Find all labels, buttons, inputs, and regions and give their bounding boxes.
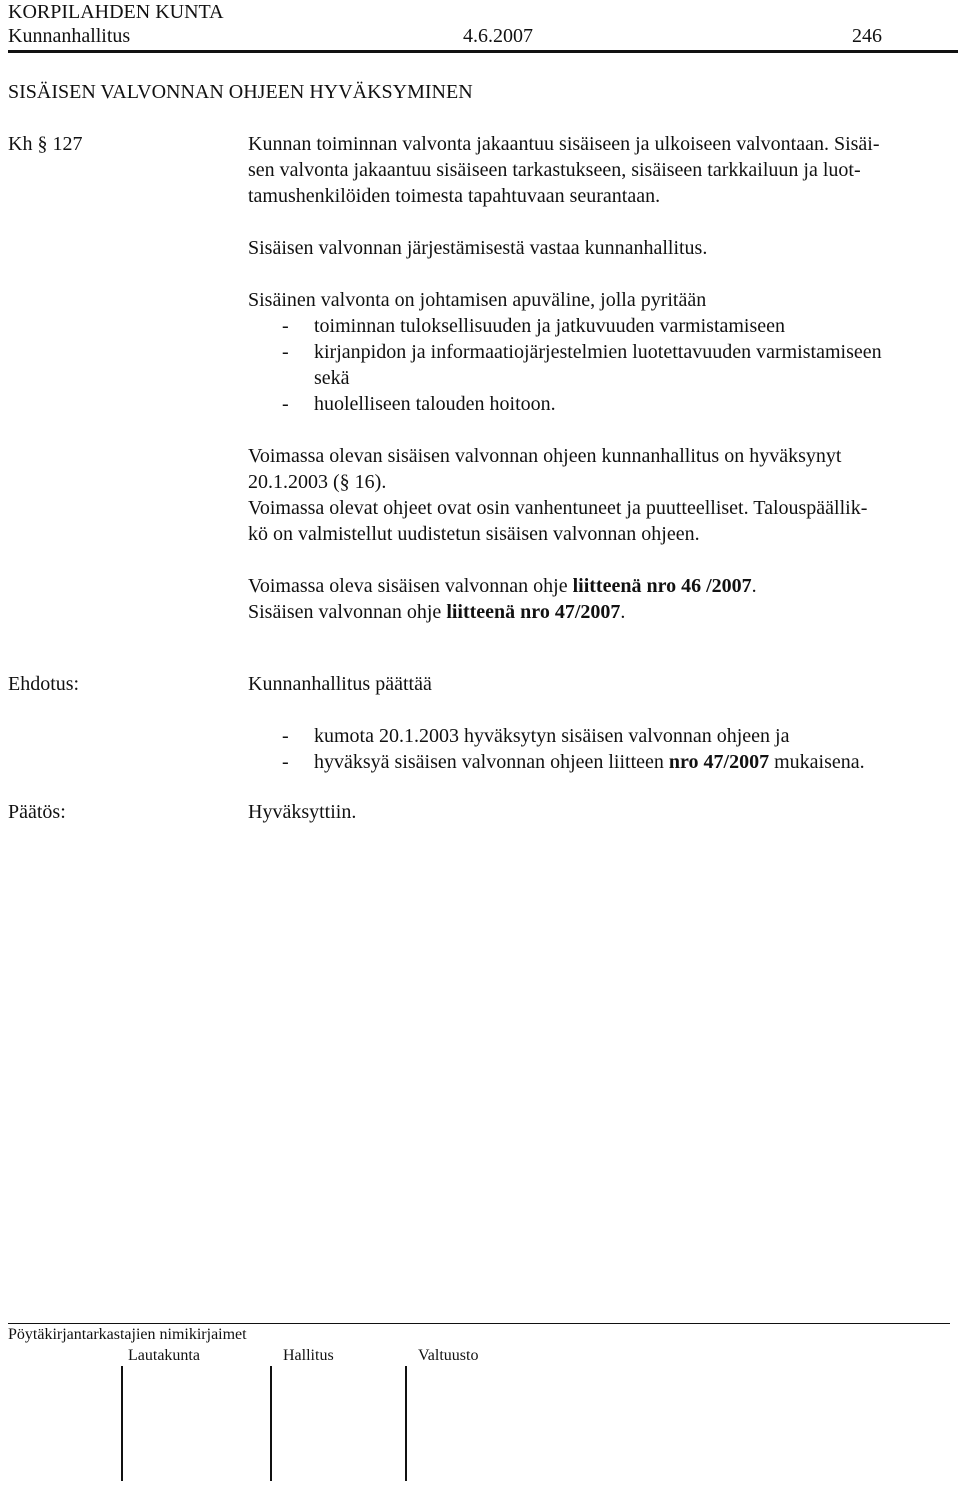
paragraph-line: Kunnan toiminnan valvonta jakaantuu sisäiseen ja ulkoiseen valvontaan. Sisäi- [248, 133, 880, 155]
attachment-text: Sisäisen valvonnan ohje [248, 601, 447, 623]
paragraph-line: Sisäisen valvonnan järjestämisestä vastaa kunnanhallitus. [248, 237, 708, 259]
list-dash: - [282, 393, 289, 415]
paragraph-line: 20.1.2003 (§ 16). [248, 471, 387, 493]
page-number: 246 [852, 25, 882, 47]
attachment-text: Voimassa oleva sisäisen valvonnan ohje [248, 575, 573, 597]
attachment-ref: liitteenä nro 46 /2007 [572, 575, 752, 597]
footer-rule [8, 1323, 950, 1324]
footer-column-valtuusto: Valtuusto [418, 1347, 479, 1364]
signature-divider [405, 1366, 407, 1481]
list-item-continuation: sekä [314, 367, 350, 389]
organization-name: KORPILAHDEN KUNTA [8, 1, 224, 23]
list-item-text: toiminnan tuloksellisuuden ja jatkuvuuden varmistamiseen [314, 315, 786, 337]
list-dash: - [282, 341, 289, 363]
paragraph-line: Voimassa olevat ohjeet ovat osin vanhentuneet ja puutteelliset. Talouspäällik- [248, 497, 868, 519]
attachment-line [248, 599, 953, 625]
footer-column-lautakunta: Lautakunta [128, 1347, 200, 1364]
decision-text: Hyväksyttiin. [248, 801, 357, 823]
list-dash: - [282, 751, 289, 773]
list-item [248, 749, 953, 775]
item-text: hyväksyä sisäisen valvonnan ohjeen liitteen [314, 751, 669, 773]
decision-content [248, 799, 953, 825]
paragraph-line: tamushenkilöiden toimesta tapahtuvaan seurantaan. [248, 185, 661, 207]
attachment-ref: liitteenä nro 47/2007 [446, 601, 621, 623]
period: . [620, 601, 626, 623]
paragraph-line: kö on valmistellut uudistetun sisäisen valvonnan ohjeen. [248, 523, 700, 545]
attachment-ref: nro 47/2007 [668, 751, 770, 773]
list-item-text: kirjanpidon ja informaatiojärjestelmien luotettavuuden varmistamiseen [314, 341, 882, 363]
period: . [751, 575, 757, 597]
attachment-line [248, 573, 953, 599]
decision-label: Päätös: [8, 801, 66, 823]
footer-column-hallitus: Hallitus [283, 1347, 334, 1364]
paragraph-line: Voimassa olevan sisäisen valvonnan ohjeen kunnanhallitus on hyväksynyt [248, 445, 842, 467]
paragraph-line: Sisäinen valvonta on johtamisen apuväline, jolla pyritään [248, 289, 707, 311]
item-end: mukaisena. [769, 751, 865, 773]
list-item [248, 723, 953, 749]
signature-divider [121, 1366, 123, 1481]
signatures-label: Pöytäkirjantarkastajien nimikirjaimet [8, 1326, 247, 1343]
list-item [248, 339, 953, 365]
header-rule [8, 50, 958, 53]
proposal-content [248, 671, 953, 775]
proposal-label: Ehdotus: [8, 673, 80, 695]
governing-body: Kunnanhallitus [8, 25, 131, 47]
document-title: SISÄISEN VALVONNAN OHJEEN HYVÄKSYMINEN [8, 81, 473, 103]
meeting-date: 4.6.2007 [463, 25, 533, 47]
list-item [248, 391, 953, 417]
proposal-lead: Kunnanhallitus päättää [248, 673, 432, 695]
main-content [248, 131, 953, 625]
list-item-text: kumota 20.1.2003 hyväksytyn sisäisen valvonnan ohjeen ja [314, 725, 790, 747]
paragraph-line: sen valvonta jakaantuu sisäiseen tarkastukseen, sisäiseen tarkkailuun ja luot- [248, 159, 861, 181]
list-item [248, 313, 953, 339]
list-item-text: huolelliseen talouden hoitoon. [314, 393, 556, 415]
signature-divider [270, 1366, 272, 1481]
list-dash: - [282, 725, 289, 747]
section-number: Kh § 127 [8, 133, 83, 155]
list-item-text [314, 749, 865, 775]
list-dash: - [282, 315, 289, 337]
